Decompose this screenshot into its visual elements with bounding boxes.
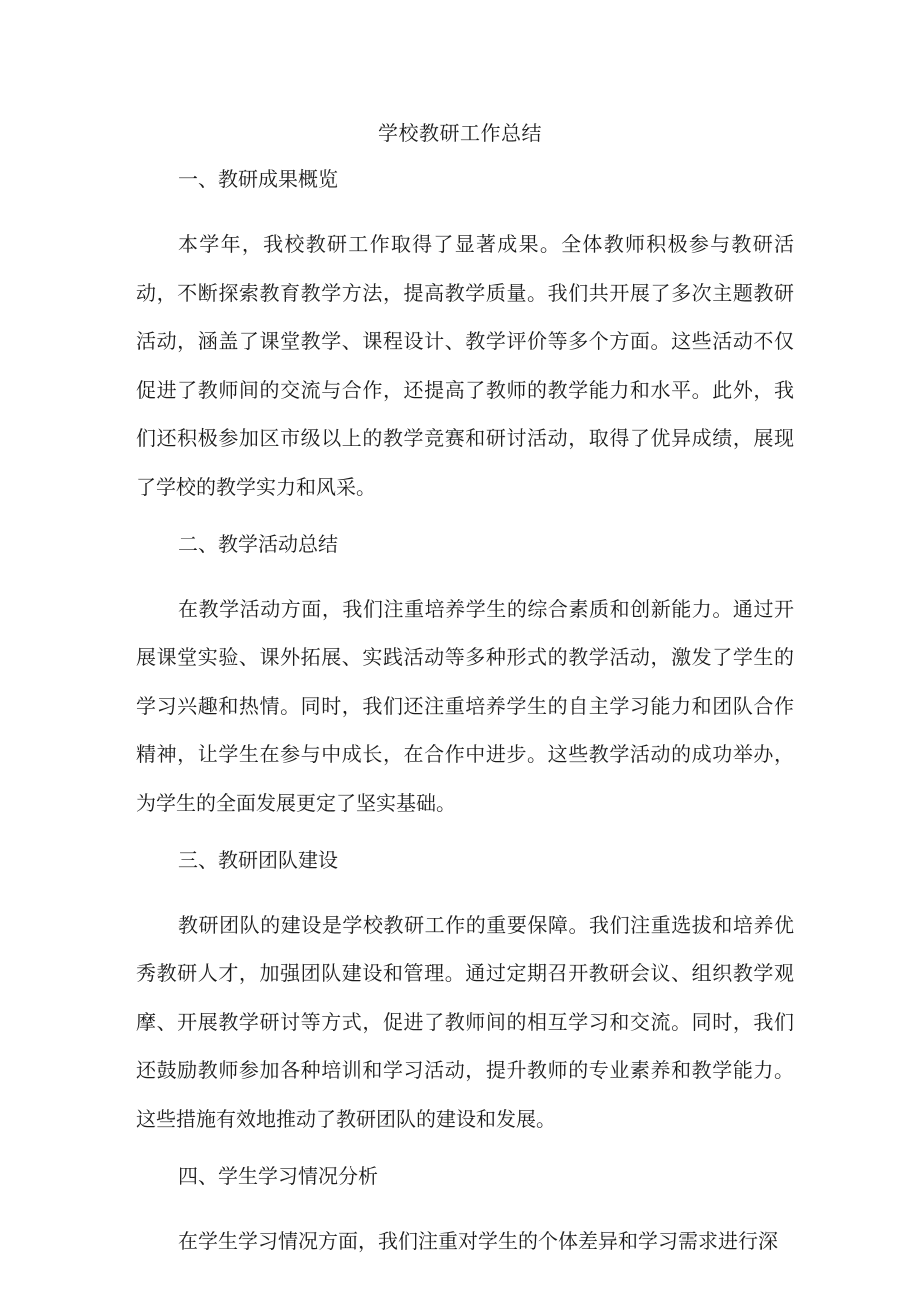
section-paragraph: 在学生学习情况方面，我们注重对学生的个体差异和学习需求进行深 [178,1228,778,1253]
document-body [136,163,794,1265]
section-heading: 三、教研团队建设 [178,847,338,872]
section-heading: 一、教研成果概览 [178,167,338,191]
section-paragraph: 教研团队的建设是学校教研工作的重要保障。我们注重选拔和培养优秀教研人才，加强团队建设和管理。通过定期召开教研会议、组织教学观摩、开展教学研讨等方式，促进了教师间的相互学习和交流。同时，我们还鼓励教师参加各种培训和学习活动，提升教师的专业素养和教学能力。这些措施有效地推动了教研团队的建设和发展。 [136,912,794,1131]
section-4 [136,1160,794,1266]
section-heading: 二、教学活动总结 [178,531,338,556]
section-paragraph: 本学年，我校教研工作取得了显著成果。全体教师积极参与教研活动，不断探索教育教学方法，提高教学质量。我们共开展了多次主题教研活动，涵盖了课堂教学、课程设计、教学评价等多个方面。这些活动不仅促进了教师间的交流与合作，还提高了教师的教学能力和水平。此外，我们还积极参加区市级以上的教学竞赛和研讨活动，取得了优异成绩，展现了学校的教学实力和风采。 [136,232,794,499]
section-paragraph: 在教学活动方面，我们注重培养学生的综合素质和创新能力。通过开展课堂实验、课外拓展、实践活动等多种形式的教学活动，激发了学生的学习兴趣和热情。同时，我们还注重培养学生的自主学习能力和团队合作精神，让学生在参与中成长，在合作中进步。这些教学活动的成功举办，为学生的全面发展更定了坚实基础。 [136,596,794,815]
document-title: 学校教研工作总结 [378,121,542,145]
section-heading: 四、学生学习情况分析 [178,1163,378,1188]
section-2 [136,528,794,844]
section-3 [136,844,794,1160]
section-1 [136,163,794,528]
